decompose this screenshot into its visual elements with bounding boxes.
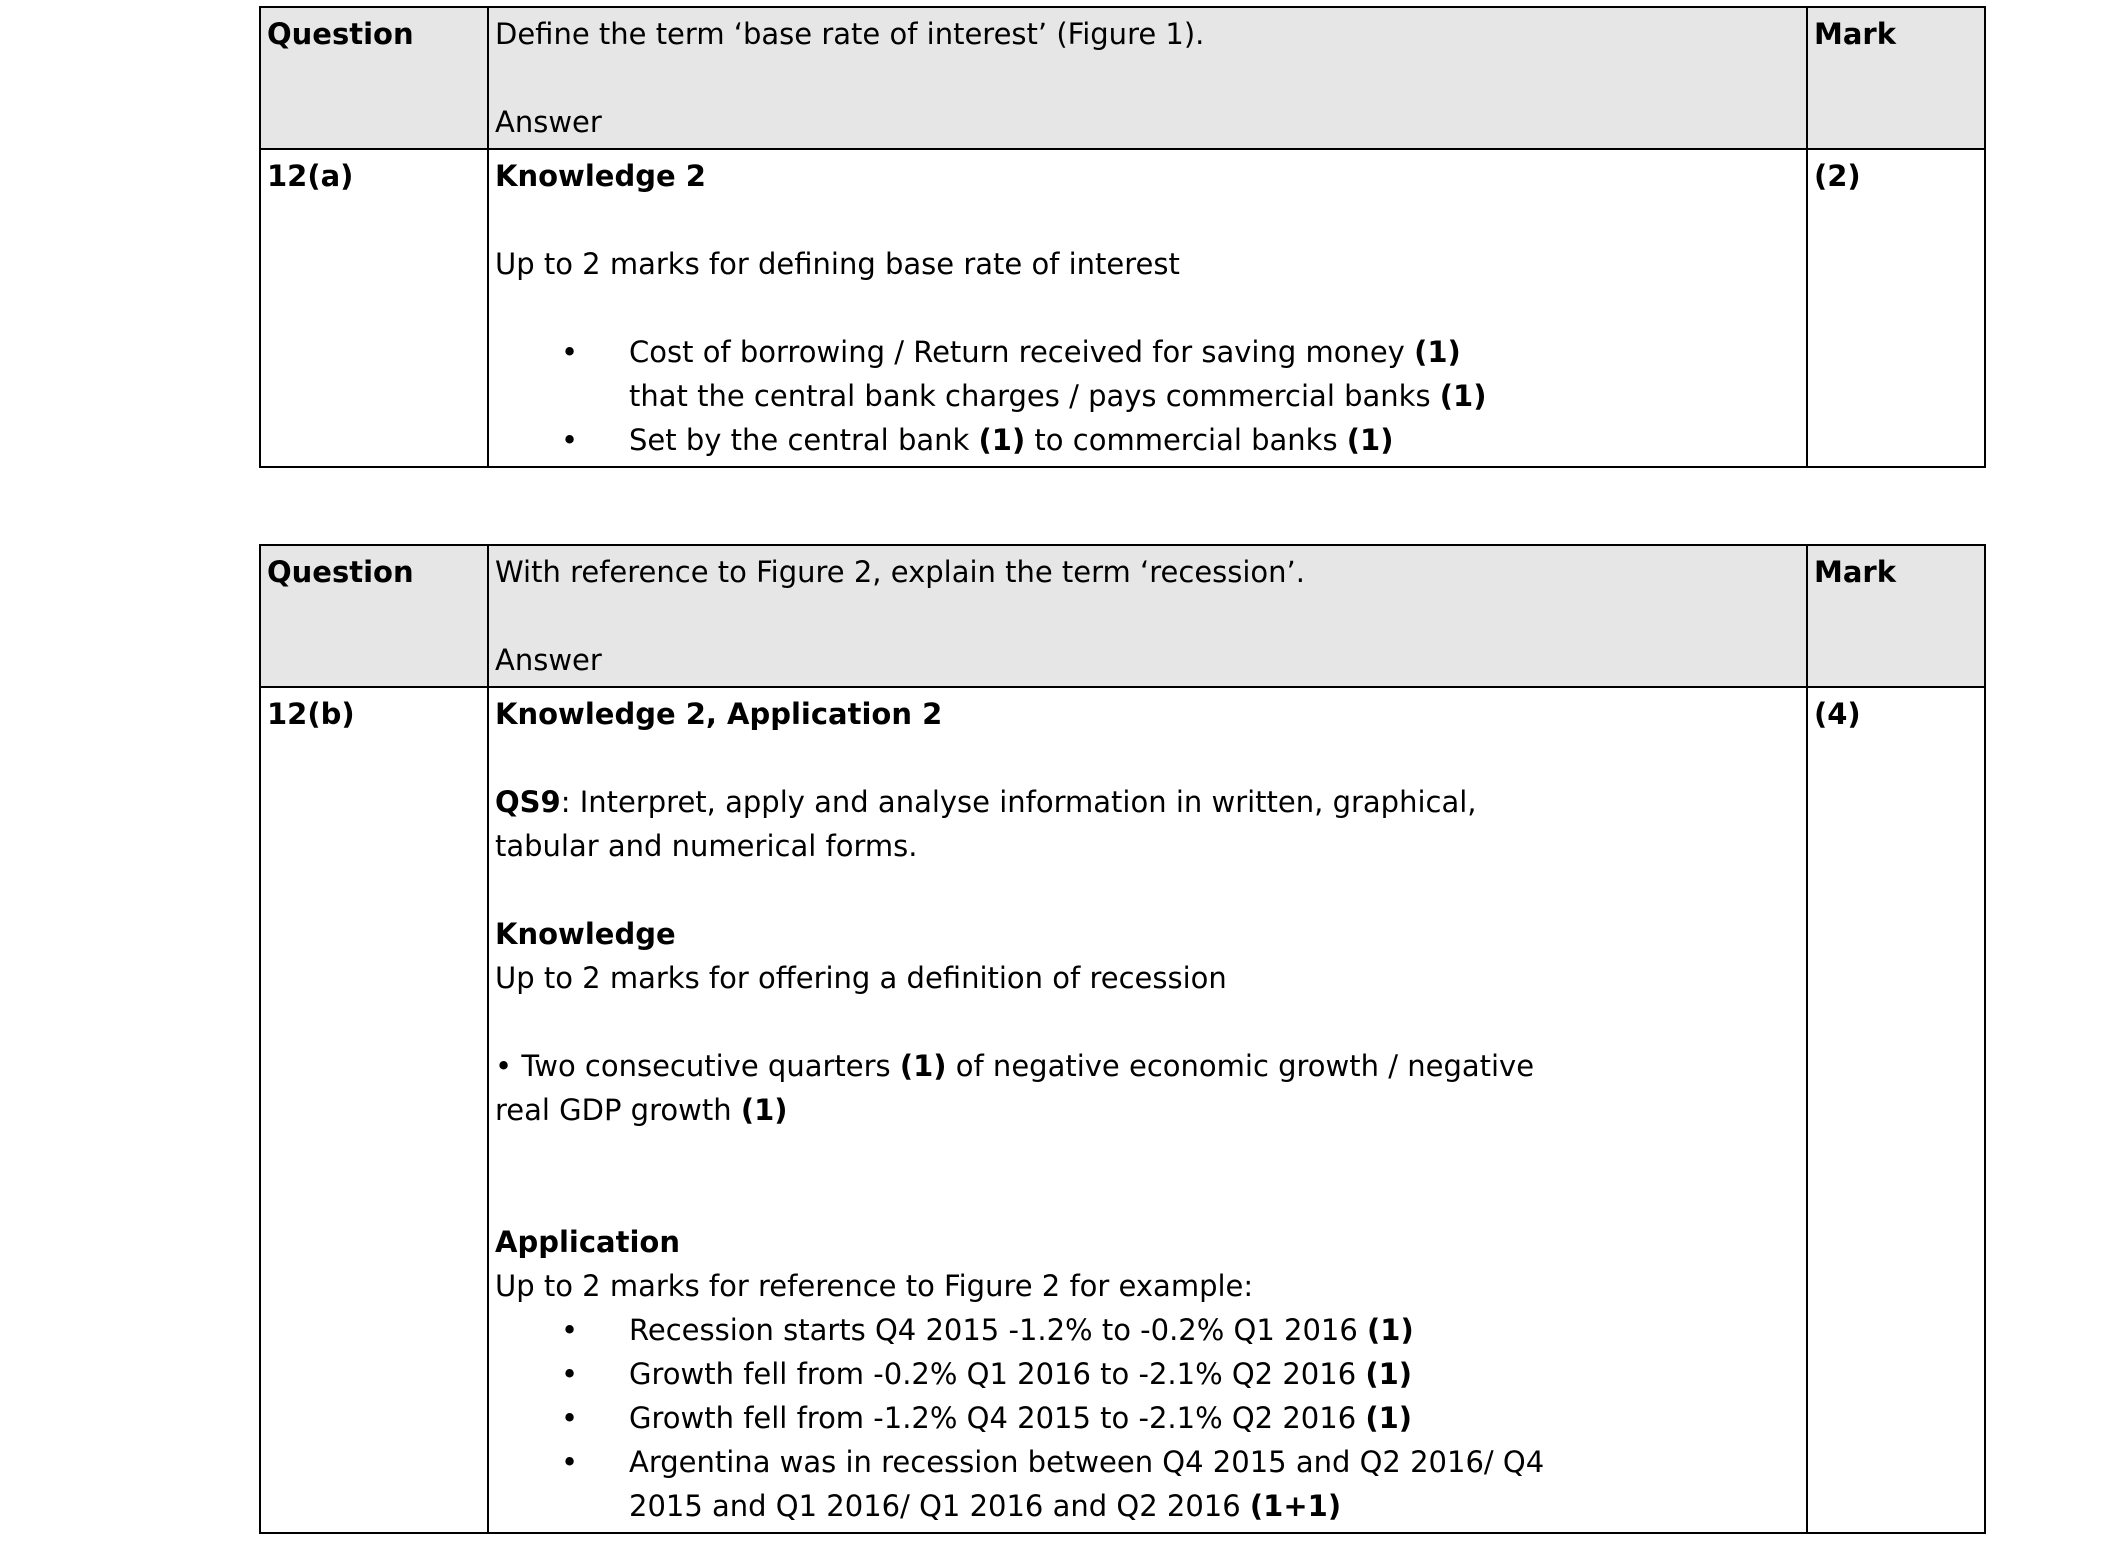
paragraph (495, 780, 1798, 868)
bullet-item (495, 418, 1798, 462)
text-run: 2015 and Q1 2016/ Q1 2016 and Q2 2016 (629, 1489, 1250, 1523)
bold-text-run: (1) (1414, 335, 1461, 369)
bullet-marker: • (561, 1313, 579, 1347)
question-text-cell (488, 545, 1807, 687)
question-text-cell (488, 7, 1807, 149)
mark-column-label: Mark (1814, 555, 1897, 589)
table-header-row (260, 545, 1985, 687)
table-spacer (259, 468, 2108, 544)
blank-line (495, 868, 1798, 912)
bullet-item (495, 1308, 1798, 1352)
mark-value: (4) (1814, 697, 1861, 731)
answer-content-cell (488, 149, 1807, 467)
text-run: of negative economic growth / negative (946, 1049, 1535, 1083)
bold-text-run: (1) (1365, 1357, 1413, 1391)
text-run: to commercial banks (1025, 423, 1347, 457)
bold-text-run: Knowledge 2 (495, 159, 706, 193)
bullet-marker: • (561, 1401, 579, 1435)
bold-text-run: (1+1) (1249, 1489, 1342, 1523)
section-heading (495, 912, 1798, 956)
bullet-item (495, 1352, 1798, 1396)
bold-text-run: (1) (1365, 1401, 1413, 1435)
bold-text-run: Knowledge 2, Application 2 (495, 697, 943, 731)
bullet-item (495, 1396, 1798, 1440)
question-column-label: Question (267, 555, 414, 589)
answer-label: Answer (495, 643, 602, 677)
paragraph (495, 1264, 1798, 1308)
text-run: that the central bank charges / pays commercial banks (629, 379, 1440, 413)
text-run: Argentina was in recession between Q4 2015 and Q2 2016/ Q4 (629, 1445, 1545, 1479)
answer-content (495, 154, 1798, 462)
bullet-text (629, 1440, 1798, 1528)
text-run: Up to 2 marks for reference to Figure 2 for example: (495, 1269, 1254, 1303)
answer-label: Answer (495, 105, 602, 139)
question-number: 12(a) (260, 149, 488, 467)
bullet-item (495, 1440, 1798, 1528)
mark-column-label: Mark (1814, 17, 1897, 51)
bullet-marker: • (561, 335, 579, 369)
text-run: : Interpret, apply and analyse information in written, graphical, (560, 785, 1477, 819)
bold-text-run: (1) (1439, 379, 1487, 413)
blank-line (495, 1176, 1798, 1220)
mark-value-cell (1807, 149, 1985, 467)
question-column-label: Question (267, 17, 414, 51)
text-run: Set by the central bank (629, 423, 979, 457)
bold-text-run: (1) (899, 1049, 947, 1083)
section-heading (495, 1220, 1798, 1264)
mark-value: (2) (1814, 159, 1861, 193)
answer-content (495, 692, 1798, 1528)
question-column-header-cell (260, 545, 488, 687)
section-heading (495, 154, 1798, 198)
mark-value-cell (1807, 687, 1985, 1533)
mark-column-header-cell (1807, 545, 1985, 687)
blank-line (495, 198, 1798, 242)
section-heading (495, 692, 1798, 736)
bullet-marker: • (561, 1357, 579, 1391)
blank-line (495, 736, 1798, 780)
text-run: Up to 2 marks for defining base rate of interest (495, 247, 1180, 281)
question-text: With reference to Figure 2, explain the term ‘recession’. (495, 555, 1305, 589)
blank-line (495, 286, 1798, 330)
question-12a-table (259, 6, 1986, 468)
text-run: real GDP growth (495, 1093, 741, 1127)
bold-text-run: (1) (740, 1093, 788, 1127)
paragraph (495, 242, 1798, 286)
blank-line (495, 1132, 1798, 1176)
paragraph (495, 1044, 1798, 1132)
bold-text-run: (1) (1367, 1313, 1414, 1347)
bullet-text (629, 330, 1798, 418)
bold-text-run: Knowledge (495, 917, 676, 951)
bold-text-run: (1) (1346, 423, 1394, 457)
blank-line (495, 1000, 1798, 1044)
bullet-text (629, 1396, 1798, 1440)
text-run: Cost of borrowing / Return received for saving money (629, 335, 1415, 369)
bullet-text (629, 1308, 1798, 1352)
question-number: 12(b) (260, 687, 488, 1533)
text-run: Growth fell from -1.2% Q4 2015 to -2.1% Q2 2016 (629, 1401, 1366, 1435)
bullet-marker: • (561, 423, 579, 457)
question-column-header-cell (260, 7, 488, 149)
text-run: Growth fell from -0.2% Q1 2016 to -2.1% Q2 2016 (629, 1357, 1366, 1391)
answer-row (260, 149, 1985, 467)
answer-row (260, 687, 1985, 1533)
bullet-item (495, 330, 1798, 418)
answer-content-cell (488, 687, 1807, 1533)
bold-text-run: Application (495, 1225, 680, 1259)
text-run: tabular and numerical forms. (495, 829, 918, 863)
table-header-row (260, 7, 1985, 149)
question-12b-table (259, 544, 1986, 1534)
bold-text-run: (1) (978, 423, 1026, 457)
paragraph (495, 956, 1798, 1000)
question-text: Define the term ‘base rate of interest’ (Figure 1). (495, 17, 1205, 51)
bullet-marker: • (561, 1445, 579, 1479)
mark-column-header-cell (1807, 7, 1985, 149)
text-run: Recession starts Q4 2015 -1.2% to -0.2% Q1 2016 (629, 1313, 1368, 1347)
text-run: • Two consecutive quarters (495, 1049, 900, 1083)
bullet-text (629, 1352, 1798, 1396)
bullet-text (629, 418, 1798, 462)
bold-text-run: QS9 (495, 785, 561, 819)
text-run: Up to 2 marks for offering a definition of recession (495, 961, 1227, 995)
